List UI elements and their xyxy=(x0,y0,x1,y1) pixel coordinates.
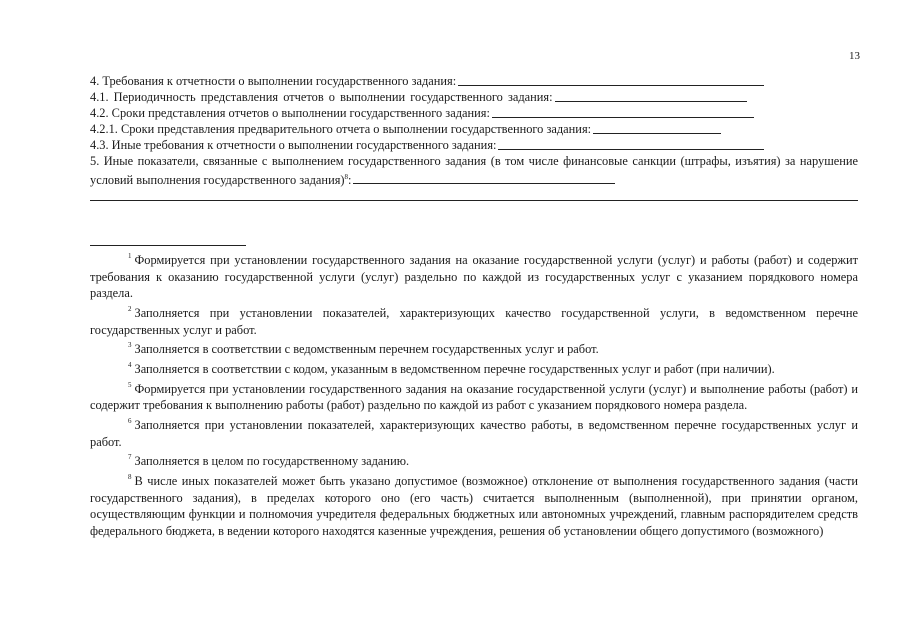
footnote-text: Заполняется в целом по государственному заданию. xyxy=(134,454,410,469)
requirement-4-blank xyxy=(458,85,764,86)
requirement-5 xyxy=(90,153,858,188)
footnote-5 xyxy=(90,378,858,414)
footnote-4 xyxy=(90,358,858,378)
requirement-4-1 xyxy=(90,89,858,105)
footnote-1 xyxy=(90,249,858,302)
footnote-mark: 4 xyxy=(128,360,132,369)
requirement-4-3-label: 4.3. Иные требования к отчетности о выполнении государственного задания: xyxy=(90,138,497,152)
footnote-7 xyxy=(90,450,858,470)
requirement-4-2-1-blank xyxy=(593,133,721,134)
footnote-text: Заполняется в соответствии с кодом, указанным в ведомственном перечне государственных услуг и работ (при наличии). xyxy=(134,362,775,377)
requirement-4-2-label: 4.2. Сроки представления отчетов о выполнении государственного задания: xyxy=(90,106,490,120)
requirement-4-2-blank xyxy=(492,117,754,118)
footnote-text: Заполняется в соответствии с ведомственным перечнем государственных услуг и работ. xyxy=(134,342,599,357)
requirement-5-full-blank xyxy=(90,200,858,201)
footnote-3 xyxy=(90,338,858,358)
footnote-mark: 3 xyxy=(128,341,132,350)
footnote-6 xyxy=(90,414,858,450)
footnote-mark: 6 xyxy=(128,416,132,425)
requirement-4-label: 4. Требования к отчетности о выполнении государственного задания: xyxy=(90,74,457,88)
footnote-mark: 8 xyxy=(128,473,132,481)
footnote-mark: 5 xyxy=(128,380,132,389)
requirement-5-label: 5. Иные показатели, связанные с выполнением государственного задания (в том числе финансовые санкции (штрафы, изъятия) за нарушение условий выполнения государственного задания) xyxy=(90,154,858,188)
requirement-4-1-label: 4.1. Периодичность представления отчетов о выполнении государственного задания: xyxy=(90,90,553,104)
requirement-4 xyxy=(90,73,858,89)
footnote-8 xyxy=(90,470,858,540)
reporting-requirements xyxy=(90,73,858,201)
requirement-4-2-1-label: 4.2.1. Сроки представления предварительного отчета о выполнении государственного задания: xyxy=(90,122,592,136)
footnote-separator xyxy=(90,245,246,246)
footnote-text: Заполняется при установлении показателей, характеризующих качество работы, в ведомственном перечне государственных услуг и работ. xyxy=(90,418,858,449)
requirement-4-2 xyxy=(90,105,858,121)
footnote-text: Заполняется при установлении показателей, характеризующих качество государственной услуги, в ведомственном перечне государственных услуг и работ. xyxy=(90,306,858,337)
footnote-text: Формируется при установлении государственного задания на оказание государственной услуги (услуг) и работы (работ) и содержит требования к оказанию государственной услуги (услуг) раздельно по каждой из государственных услуг с указанием порядкового номера раздела. xyxy=(90,253,858,301)
requirement-5-footnote-mark: 8 xyxy=(344,173,349,181)
requirement-4-3 xyxy=(90,137,858,153)
footnote-mark: 1 xyxy=(128,252,132,260)
requirement-4-3-blank xyxy=(498,149,764,150)
page-number: 13 xyxy=(849,50,860,62)
requirement-5-blank xyxy=(353,174,615,184)
footnotes xyxy=(90,249,858,540)
requirement-4-2-1 xyxy=(90,121,858,137)
footnote-text: Формируется при установлении государственного задания на оказание государственной услуги (услуг) и выполнение работы (работ) и содержит требования к выполнению работы (работ) раздельно по каждой из работ с указанием порядкового номера раздела. xyxy=(90,381,858,413)
requirement-5-colon: : xyxy=(348,173,352,188)
footnote-mark: 2 xyxy=(128,304,132,313)
footnote-mark: 7 xyxy=(128,453,132,462)
requirement-4-1-blank xyxy=(555,101,747,102)
footnote-2 xyxy=(90,302,858,338)
footnote-text: В числе иных показателей может быть указано допустимое (возможное) отклонение от выполнения государственного задания (части государственного задания), в пределах которого оно (его часть) считается выполненным (выполненной), при принятии органом, осуществляющим функции и полномочия учредителя федеральных бюджетных или автономных учреждений, главным распорядителем средств федерального бюджета, в ведении которого находятся казенные учреждения, решения об установлении общего допустимого (возможного) xyxy=(90,474,858,538)
